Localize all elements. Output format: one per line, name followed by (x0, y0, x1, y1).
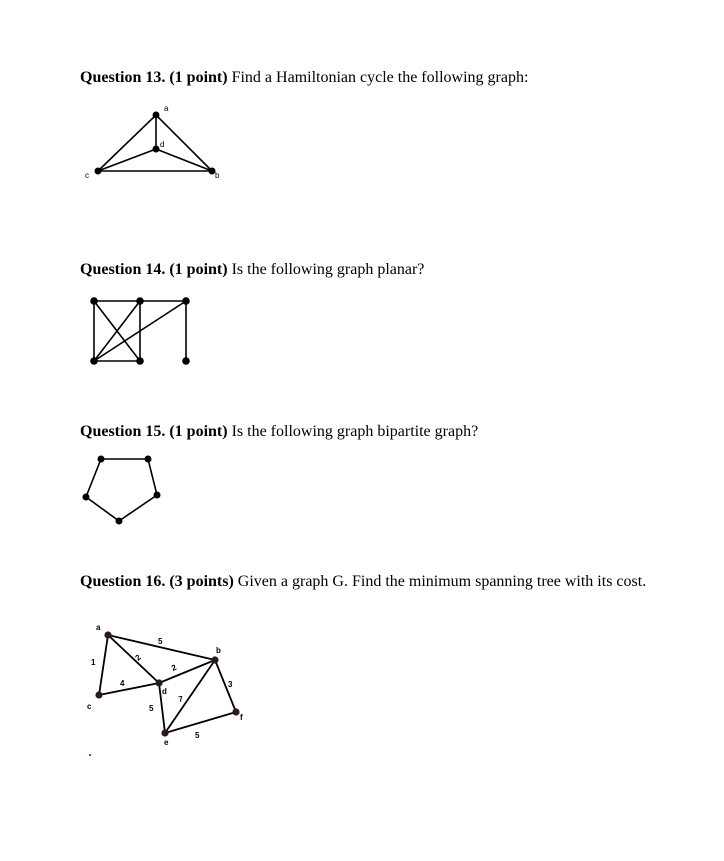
question-14-number: Question 14. (80, 261, 166, 278)
weight-c-d: 4 (120, 679, 125, 688)
vertex-c (95, 691, 102, 698)
vertex-bottom-mid (136, 357, 144, 365)
weight-a-b: 5 (158, 637, 163, 646)
vertex-top-right (182, 297, 190, 305)
vertex-bottom-left (90, 357, 98, 365)
vertex-a (153, 112, 160, 119)
vertex-label-e: e (164, 738, 169, 747)
vertex-left (83, 494, 90, 501)
question-16-number: Question 16. (80, 573, 166, 590)
vertex-label-d: d (162, 687, 167, 696)
graph-16-weighted (80, 620, 250, 760)
stray-mark (89, 754, 91, 756)
vertex-label-b: b (215, 171, 220, 180)
question-14-points: (1 point) (169, 261, 228, 278)
question-16-points: (3 points) (169, 573, 234, 590)
question-16-text: Given a graph G. Find the minimum spanning tree with its cost. (237, 573, 647, 590)
graph-15-pentagon (80, 452, 170, 527)
vertex-bottom-right (182, 357, 190, 365)
question-13 (80, 67, 650, 89)
question-15-text: Is the following graph bipartite graph? (231, 423, 479, 440)
vertex-label-f: f (240, 713, 243, 722)
question-14-text: Is the following graph planar? (231, 261, 425, 278)
vertex-d (153, 146, 160, 153)
vertex-right (154, 492, 161, 499)
pentagon-edges (86, 459, 157, 521)
graph-14-planarity (85, 293, 195, 368)
weight-b-f: 3 (228, 680, 233, 689)
question-16 (80, 571, 650, 593)
weight-d-e: 5 (149, 704, 154, 713)
vertex-top-mid (136, 297, 144, 305)
vertex-label-a: a (164, 104, 169, 113)
edge-a-c (98, 115, 156, 171)
vertex-top-right (145, 456, 152, 463)
edge-a-c (99, 635, 108, 695)
vertex-label-c: c (87, 702, 92, 711)
vertex-c (95, 168, 102, 175)
vertex-label-d: d (160, 140, 165, 149)
weight-e-f: 5 (195, 731, 200, 740)
edge-e-f (165, 712, 236, 733)
vertex-bottom (116, 518, 123, 525)
question-15 (80, 421, 650, 443)
weight-d-b: 2 (170, 662, 178, 673)
vertex-d (155, 679, 162, 686)
graph-13-hamiltonian (80, 100, 230, 190)
question-13-number: Question 13. (80, 69, 166, 86)
edge-d-c (98, 149, 156, 171)
weight-a-d: 2 (133, 652, 143, 663)
vertex-e (161, 729, 168, 736)
vertex-b (211, 656, 218, 663)
weight-a-c: 1 (91, 658, 96, 667)
edge-c-d (99, 683, 159, 695)
vertex-label-b: b (216, 646, 221, 655)
question-13-points: (1 point) (169, 69, 228, 86)
edge-b-f (215, 660, 236, 712)
vertex-a (104, 631, 111, 638)
question-14 (80, 259, 650, 281)
vertex-top-left (90, 297, 98, 305)
question-15-points: (1 point) (169, 423, 228, 440)
weight-e-b: 7 (177, 694, 184, 704)
vertex-f (232, 708, 239, 715)
edge-a-d (108, 635, 159, 683)
vertex-label-a: a (96, 623, 101, 632)
vertex-top-left (98, 456, 105, 463)
vertex-label-c: c (85, 171, 89, 180)
edge-d-b (156, 149, 212, 171)
question-13-text: Find a Hamiltonian cycle the following graph: (231, 69, 529, 86)
question-15-number: Question 15. (80, 423, 166, 440)
